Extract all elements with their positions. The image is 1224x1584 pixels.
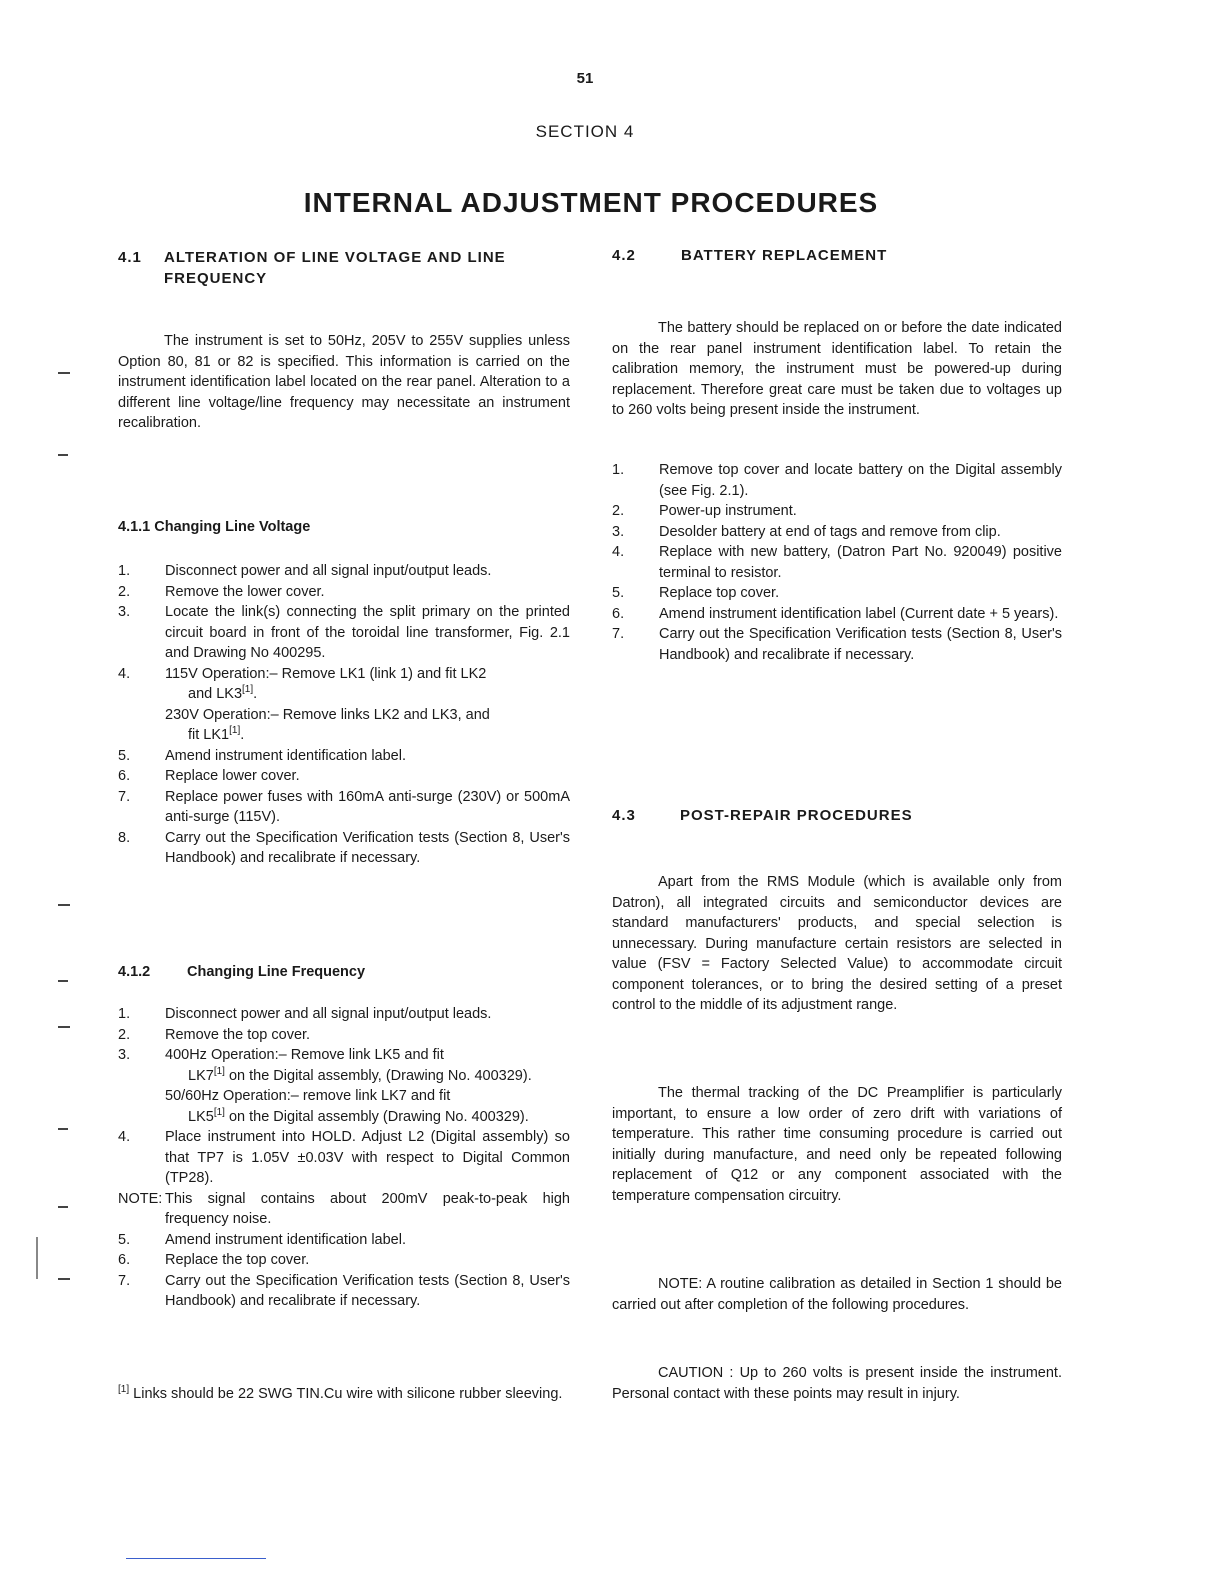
step-230v-line: 230V Operation:– Remove links LK2 and LK3, and [165,706,490,723]
section-4-1-body [118,331,570,434]
step-number: 3. [612,523,625,540]
section-4-2-title: BATTERY REPLACEMENT [681,247,888,264]
note-label: NOTE: [118,1190,163,1207]
step-text: Replace the top cover. [165,1252,310,1268]
step-115v-line: 115V Operation:– Remove LK1 (link 1) and fit LK2 [165,665,487,682]
section-label: SECTION 4 [535,122,635,141]
section-4-1-2-number: 4.1.2 [118,964,151,980]
list-item [612,460,1062,501]
section-4-1-1-title: 4.1.1 Changing Line Voltage [118,519,311,535]
section-4-3-heading [612,806,1062,827]
step-text: fit LK1 [188,727,230,743]
margin-mark [58,1278,70,1280]
footnote-mark: [1] [118,1384,130,1396]
margin-mark [58,1128,68,1130]
list-item [118,766,570,787]
step-230v-continuation [165,725,570,746]
list-item [612,604,1062,625]
bottom-rule [126,1558,266,1559]
footnote-ref: [1] [229,725,241,737]
page-title: INTERNAL ADJUSTMENT PROCEDURES [303,187,879,218]
section-4-1-2-steps [118,1004,570,1312]
section-4-2-paragraph: The battery should be replaced on or before the date indicated on the rear panel instrument identification label. To retain the calibration memory, the instrument must be powered-up during replacement. Therefore great care must be taken due to voltages up to 260 volts being present inside the instrument. [612,320,1062,418]
step-text: Place instrument into HOLD. Adjust L2 (Digital assembly) so that TP7 is 1.05V ±0.03V with respect to Digital Common (TP28). [165,1129,570,1186]
section-4-2-heading [612,246,1062,267]
margin-line [36,1237,38,1279]
step-400hz-line: 400Hz Operation:– Remove link LK5 and fit [165,1047,444,1063]
step-number: 1. [612,462,625,478]
step-text: Replace top cover. [659,585,780,601]
step-number: 2. [612,503,625,519]
step-text: Remove the lower cover. [165,583,325,600]
margin-mark [58,454,68,456]
step-text: on the Digital assembly (Drawing No. 400329). [224,1108,529,1125]
step-text: Desolder battery at end of tags and remove from clip. [659,523,1001,540]
footnote-ref: [1] [242,684,254,696]
list-item [118,602,570,664]
step-text: Replace lower cover. [165,768,300,784]
step-number: 5. [612,585,625,601]
list-item [612,624,1062,665]
step-text: . [240,727,245,743]
margin-mark [58,372,70,374]
section-4-3-body-2 [612,1083,1062,1206]
section-4-1-heading [118,248,570,289]
list-item [118,1230,570,1251]
step-text: Locate the link(s) connecting the split primary on the printed circuit board in front of the toroidal line transformer, Fig. 2.1 and Drawing No 400295. [165,604,570,661]
list-item [118,561,570,582]
step-number: 4. [118,1129,131,1145]
list-item [118,1045,570,1127]
step-5060hz-line: 50/60Hz Operation:– remove link LK7 and fit [165,1088,451,1104]
section-4-1-2-title: Changing Line Frequency [187,964,366,980]
list-item [118,1250,570,1271]
list-item [118,828,570,869]
step-number: 1. [118,1006,131,1022]
step-text: LK5 [188,1108,214,1125]
step-number: 3. [118,1047,131,1063]
step-number: 7. [118,788,131,805]
note-item [118,1189,570,1230]
step-text: Carry out the Specification Verification tests (Section 8, User's Handbook) and recalibrate if necessary. [165,829,570,866]
list-item [118,787,570,828]
step-text: Amend instrument identification label. [165,747,406,764]
section-4-3-paragraph-2: The thermal tracking of the DC Preamplifier is particularly important, to ensure a low order of zero drift with variations of temperature. This rather time consuming procedure is carried out initially during manufacture, and need only be repeated following replacement of Q12 or any component associated with the temperature compensation circuitry. [612,1085,1062,1204]
list-item [612,501,1062,522]
section-4-3-title: POST-REPAIR PROCEDURES [680,807,913,824]
section-4-2-steps [612,460,1062,665]
step-text: on the Digital assembly, (Drawing No. 400329). [224,1067,532,1084]
step-text: and LK3 [188,686,243,702]
section-4-3-note: NOTE: A routine calibration as detailed in Section 1 should be carried out after completion of the following procedures. [612,1276,1062,1313]
step-text: Replace power fuses with 160mA anti-surge (230V) or 500mA anti-surge (115V). [165,788,570,825]
step-text: Carry out the Specification Verification tests (Section 8, User's Handbook) and recalibrate if necessary. [165,1272,570,1309]
list-item [118,1271,570,1312]
step-number: 2. [118,583,131,600]
step-number: 1. [118,563,131,579]
margin-mark [58,980,68,982]
footnote-text: Links should be 22 SWG TIN.Cu wire with silicone rubber sleeving. [129,1386,563,1402]
footnote [118,1384,570,1405]
step-number: 5. [118,1231,131,1248]
section-4-3-caution: CAUTION : Up to 260 volts is present inside the instrument. Personal contact with these points may result in injury. [612,1365,1062,1402]
step-number: 7. [118,1272,131,1289]
step-text: Disconnect power and all signal input/output leads. [165,563,492,579]
section-4-2-number: 4.2 [612,247,636,264]
step-number: 5. [118,747,131,764]
step-number: 3. [118,604,131,620]
list-item [118,664,570,746]
step-text: LK7 [188,1067,214,1084]
section-4-3-body-1 [612,872,1062,1016]
section-4-3-paragraph-1: Apart from the RMS Module (which is available only from Datron), all integrated circuits and semiconductor devices are standard manufacturers' products, and special selection is unnecessary. During manufacture certain resistors are selected in value (FSV = Factory Selected Value) to accommodate circuit component tolerances, or to bring the desired setting of a preset control to the middle of its adjustment range. [612,874,1062,1013]
step-number: 6. [612,605,625,622]
step-number: 7. [612,626,625,642]
page-number: 51 [576,70,594,87]
step-text: Amend instrument identification label (Current date + 5 years). [659,605,1059,622]
section-4-1-1-steps [118,561,570,869]
list-item [118,582,570,603]
step-number: 4. [612,544,625,560]
section-4-1-number: 4.1 [118,249,142,266]
list-item [612,522,1062,543]
section-4-3-body-4 [612,1363,1062,1404]
list-item [118,1025,570,1046]
step-5060hz-continuation [165,1107,570,1128]
list-item [118,1127,570,1189]
margin-mark [58,904,70,906]
step-text: Remove top cover and locate battery on the Digital assembly (see Fig. 2.1). [659,462,1062,499]
section-4-2-body [612,318,1062,421]
footnote-ref: [1] [213,1065,225,1077]
section-4-3-body-3 [612,1274,1062,1315]
step-115v-continuation [165,684,570,705]
section-4-3-number: 4.3 [612,807,636,824]
step-text: Amend instrument identification label. [165,1231,406,1248]
section-4-1-1-heading [118,517,570,538]
list-item [612,542,1062,583]
section-4-1-title-line-2: FREQUENCY [164,269,268,287]
step-number: 6. [118,768,131,784]
list-item [118,1004,570,1025]
section-4-1-title-line-1: ALTERATION OF LINE VOLTAGE AND LINE [164,249,506,266]
step-number: 6. [118,1252,131,1268]
margin-mark [58,1206,68,1208]
step-text: Power-up instrument. [659,503,797,519]
step-number: 8. [118,829,131,846]
section-4-1-paragraph: The instrument is set to 50Hz, 205V to 255V supplies unless Option 80, 81 or 82 is specified. This information is carried on the instrument identification label located on the rear panel. Alteration to a different line voltage/line frequency may necessitate an instrument recalibration. [118,333,570,431]
note-text: This signal contains about 200mV peak-to-peak high frequency noise. [165,1190,570,1227]
step-text: Disconnect power and all signal input/output leads. [165,1006,492,1022]
list-item [612,583,1062,604]
margin-mark [58,1026,70,1028]
step-text: . [253,686,258,702]
section-4-1-2-heading [118,962,570,983]
step-400hz-continuation [165,1066,570,1087]
list-item [118,746,570,767]
step-number: 4. [118,665,131,682]
footnote-ref: [1] [213,1106,225,1118]
step-text: Carry out the Specification Verification tests (Section 8, User's Handbook) and recalibrate if necessary. [659,626,1062,663]
step-number: 2. [118,1026,131,1043]
step-text: Replace with new battery, (Datron Part No. 920049) positive terminal to resistor. [659,544,1062,581]
step-text: Remove the top cover. [165,1026,311,1043]
